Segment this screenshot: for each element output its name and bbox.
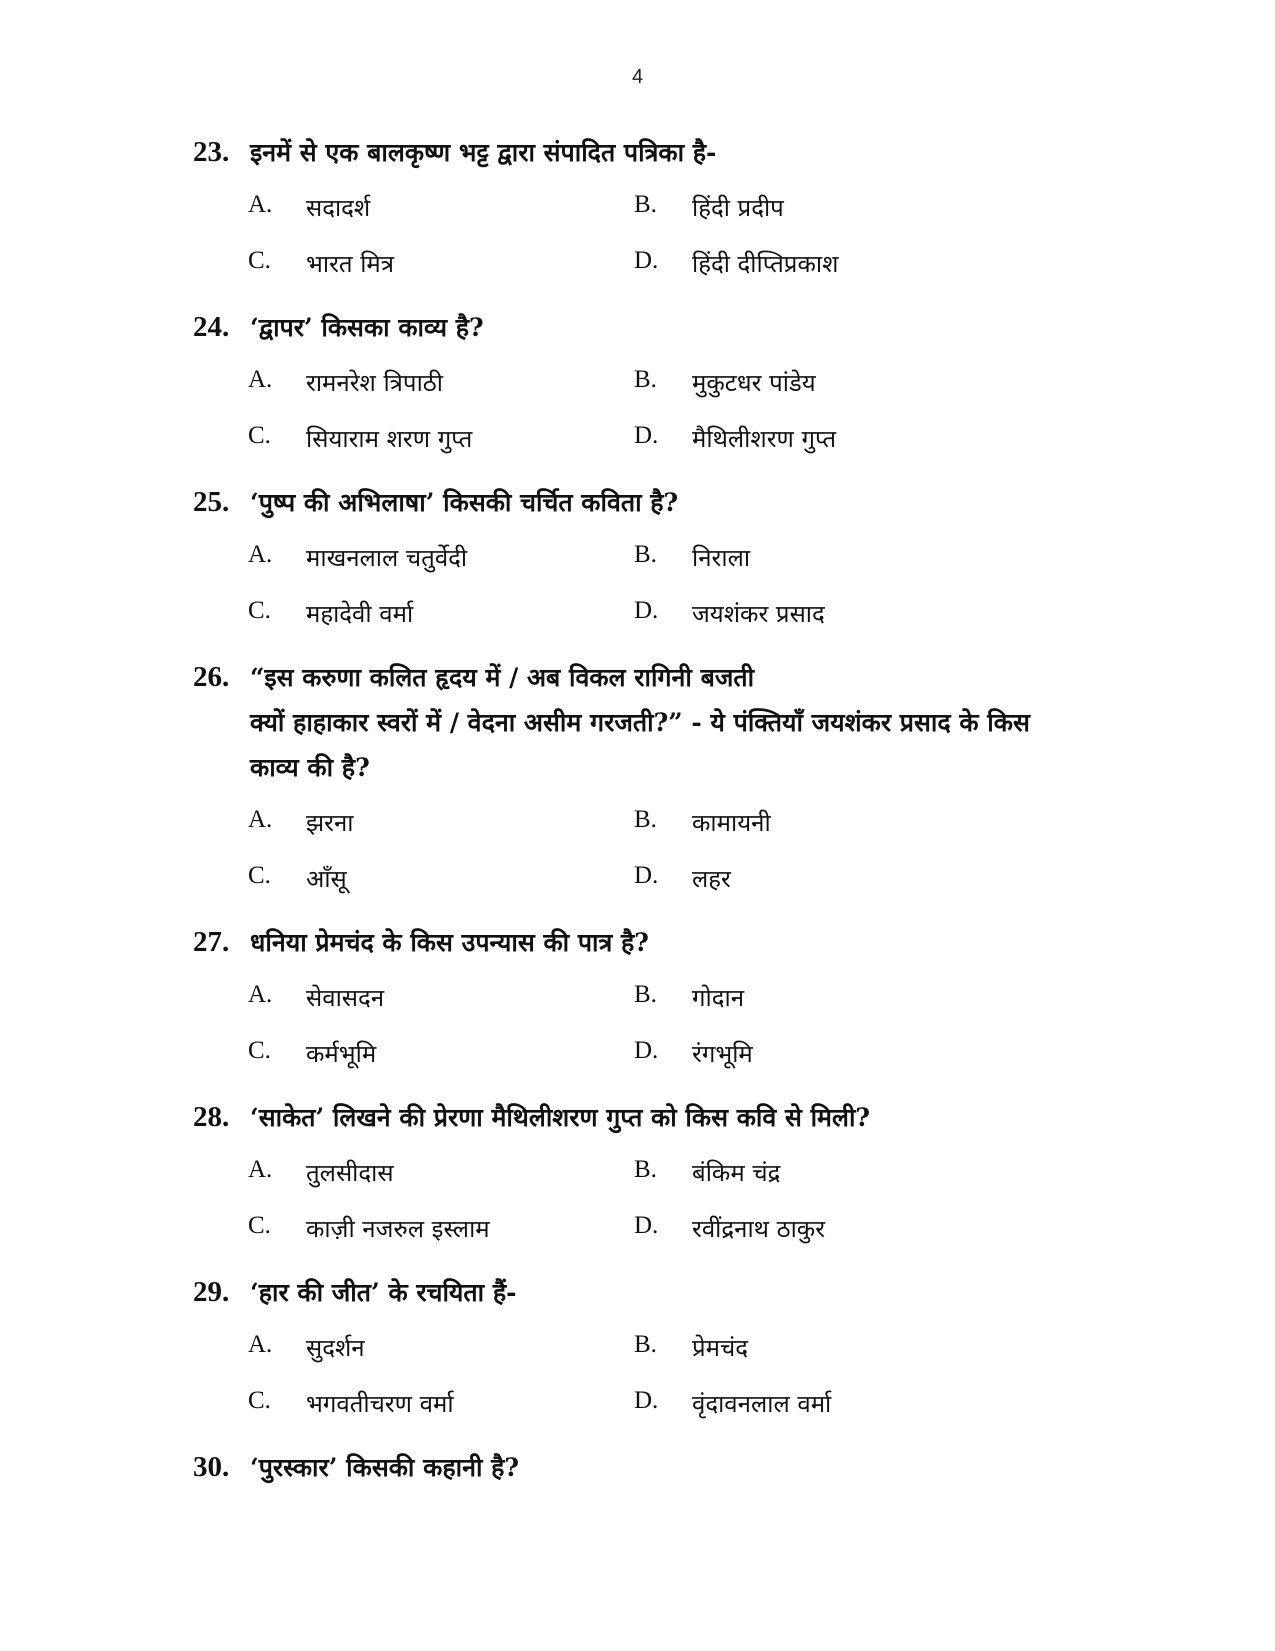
- question-stem: [0, 1270, 1275, 1315]
- option-row: [0, 798, 1275, 854]
- option-letter: C.: [248, 1037, 271, 1064]
- option-text: हिंदी प्रदीप: [692, 194, 784, 222]
- option-letter: A.: [248, 1156, 273, 1183]
- option-text: हिंदी दीप्तिप्रकाश: [692, 250, 839, 278]
- option-letter: A.: [248, 1331, 273, 1358]
- option-letter: D.: [634, 1212, 659, 1239]
- question-list: [0, 130, 1275, 1500]
- question-text: धनिया प्रेमचंद के किस उपन्यास की पात्र है?: [250, 928, 649, 957]
- question-text: क्यों हाहाकार स्वरों में / वेदना असीम गरजती?” - ये पंक्तियाँ जयशंकर प्रसाद के किस: [250, 708, 1030, 737]
- option-row: [0, 589, 1275, 645]
- option-text: झरना: [306, 809, 354, 837]
- question-text: काव्य की है?: [250, 753, 370, 782]
- option-text: गोदान: [692, 984, 745, 1012]
- option-letter: B.: [634, 541, 657, 568]
- option-text: भगवतीचरण वर्मा: [306, 1390, 454, 1418]
- option-letter: B.: [634, 806, 657, 833]
- option-text: जयशंकर प्रसाद: [692, 600, 825, 628]
- question-stem: [0, 655, 1275, 790]
- question-number: 27.: [193, 926, 230, 958]
- question-number: 23.: [193, 136, 230, 168]
- question-number: 24.: [193, 311, 230, 343]
- option-row: [0, 1204, 1275, 1260]
- option-letter: A.: [248, 981, 273, 1008]
- question-stem: [0, 130, 1275, 175]
- option-letter: B.: [634, 1156, 657, 1183]
- option-text: आँसू: [306, 865, 347, 893]
- option-row: [0, 358, 1275, 414]
- question: [0, 655, 1275, 920]
- question-text: ‘द्वापर’ किसका काव्य है?: [250, 313, 484, 342]
- option-letter: D.: [634, 1387, 659, 1414]
- question-number: 26.: [193, 661, 230, 693]
- question-number: 28.: [193, 1101, 230, 1133]
- option-text: महादेवी वर्मा: [306, 600, 414, 628]
- option-row: [0, 239, 1275, 295]
- question-number: 25.: [193, 486, 230, 518]
- option-letter: B.: [634, 1331, 657, 1358]
- option-text: निराला: [692, 544, 751, 572]
- question-number: 30.: [193, 1451, 230, 1483]
- option-text: माखनलाल चतुर्वेदी: [306, 544, 468, 572]
- option-text: बंकिम चंद्र: [692, 1159, 781, 1187]
- question-number: 29.: [193, 1276, 230, 1308]
- option-letter: D.: [634, 1037, 659, 1064]
- option-text: रामनरेश त्रिपाठी: [306, 369, 443, 397]
- question: [0, 920, 1275, 1095]
- option-list: [0, 1148, 1275, 1260]
- option-row: [0, 973, 1275, 1029]
- option-letter: C.: [248, 1212, 271, 1239]
- option-letter: C.: [248, 422, 271, 449]
- question-text: ‘पुरस्कार’ किसकी कहानी है?: [250, 1453, 520, 1482]
- option-letter: B.: [634, 366, 657, 393]
- question: [0, 480, 1275, 655]
- option-letter: C.: [248, 862, 271, 889]
- option-letter: A.: [248, 541, 273, 568]
- page-number: 4: [631, 66, 644, 88]
- option-letter: D.: [634, 247, 659, 274]
- question-stem: [0, 305, 1275, 350]
- question: [0, 130, 1275, 305]
- option-letter: A.: [248, 366, 273, 393]
- option-text: सेवासदन: [306, 984, 385, 1012]
- option-list: [0, 533, 1275, 645]
- question: [0, 1095, 1275, 1270]
- question: [0, 1445, 1275, 1500]
- question-text: ‘पुष्प की अभिलाषा’ किसकी चर्चित कविता है?: [250, 488, 679, 517]
- option-row: [0, 414, 1275, 470]
- question-text: ‘हार की जीत’ के रचयिता हैं-: [250, 1278, 517, 1307]
- question-stem: [0, 920, 1275, 965]
- option-text: सियाराम शरण गुप्त: [306, 425, 473, 453]
- option-row: [0, 854, 1275, 910]
- option-list: [0, 798, 1275, 910]
- option-text: प्रेमचंद: [692, 1334, 748, 1362]
- option-text: तुलसीदास: [306, 1159, 394, 1187]
- option-letter: B.: [634, 191, 657, 218]
- option-text: सुदर्शन: [306, 1334, 365, 1362]
- option-text: रंगभूमि: [692, 1040, 753, 1068]
- option-text: लहर: [692, 865, 731, 893]
- option-text: काज़ी नजरुल इस्लाम: [306, 1215, 490, 1243]
- option-letter: D.: [634, 862, 659, 889]
- option-row: [0, 1029, 1275, 1085]
- option-list: [0, 358, 1275, 470]
- option-list: [0, 183, 1275, 295]
- question: [0, 305, 1275, 480]
- option-letter: D.: [634, 597, 659, 624]
- question-text: “इस करुणा कलित हृदय में / अब विकल रागिनी बजती: [250, 663, 755, 692]
- option-row: [0, 533, 1275, 589]
- question-stem: [0, 1095, 1275, 1140]
- option-letter: A.: [248, 191, 273, 218]
- option-row: [0, 1379, 1275, 1435]
- option-letter: A.: [248, 806, 273, 833]
- option-text: वृंदावनलाल वर्मा: [692, 1390, 832, 1418]
- option-text: सदादर्श: [306, 194, 371, 222]
- question-text: ‘साकेत’ लिखने की प्रेरणा मैथिलीशरण गुप्त को किस कवि से मिली?: [250, 1103, 871, 1132]
- option-text: रवींद्रनाथ ठाकुर: [692, 1215, 826, 1243]
- option-letter: C.: [248, 597, 271, 624]
- option-letter: C.: [248, 247, 271, 274]
- question-text: इनमें से एक बालकृष्ण भट्ट द्वारा संपादित पत्रिका है-: [250, 138, 717, 167]
- option-row: [0, 1148, 1275, 1204]
- question-stem: [0, 480, 1275, 525]
- option-list: [0, 973, 1275, 1085]
- option-text: मैथिलीशरण गुप्त: [692, 425, 837, 453]
- option-text: भारत मित्र: [306, 250, 395, 278]
- option-row: [0, 183, 1275, 239]
- option-text: कर्मभूमि: [306, 1040, 377, 1068]
- option-letter: B.: [634, 981, 657, 1008]
- option-letter: D.: [634, 422, 659, 449]
- question-stem: [0, 1445, 1275, 1490]
- question: [0, 1270, 1275, 1445]
- option-list: [0, 1323, 1275, 1435]
- option-text: कामायनी: [692, 809, 771, 837]
- option-row: [0, 1323, 1275, 1379]
- option-text: मुकुटधर पांडेय: [692, 369, 816, 397]
- option-letter: C.: [248, 1387, 271, 1414]
